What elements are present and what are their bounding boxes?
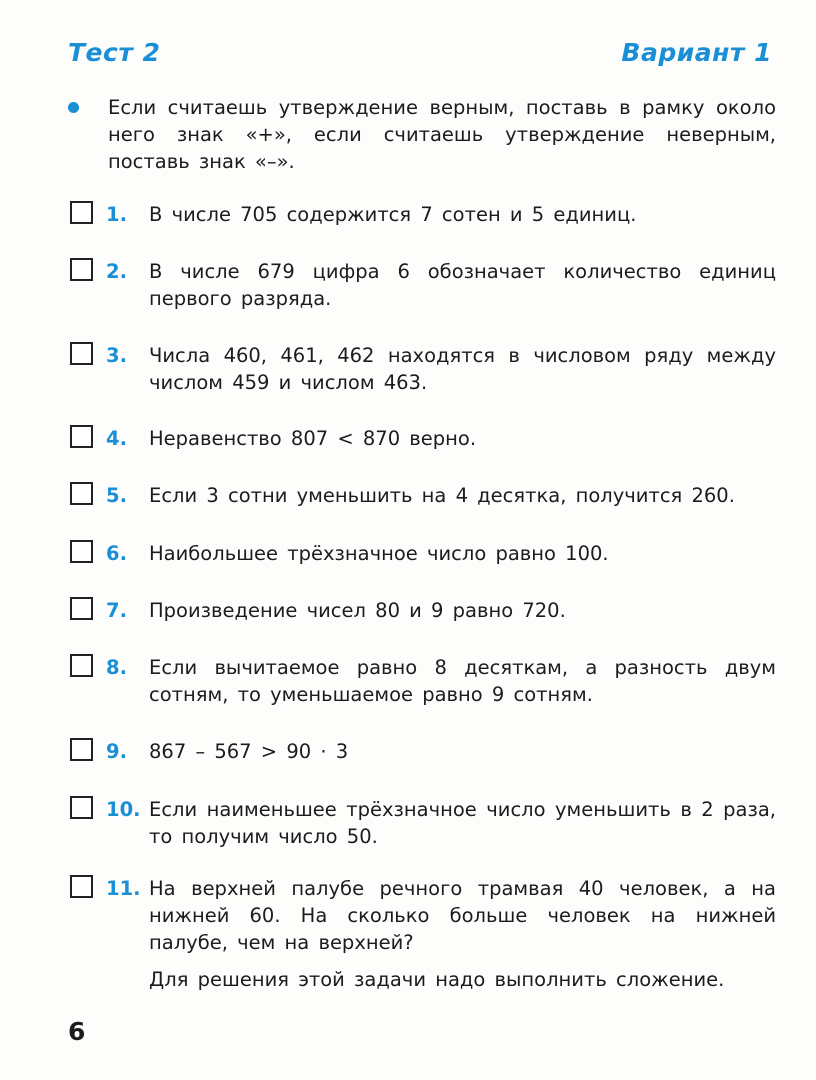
statement-text: Произведение чисел 80 и 9 равно 720.	[149, 599, 566, 622]
answer-checkbox-2[interactable]	[70, 258, 93, 281]
instruction-text: Если считаешь утверждение верным, поставь в рамку около него знак «+», если считаешь утверждение неверным, поставь знак «–».	[108, 96, 776, 173]
statement-item	[68, 796, 776, 850]
item-number: 3.	[106, 344, 127, 367]
statement-text: Неравенство 807 < 870 верно.	[149, 427, 477, 450]
answer-checkbox-8[interactable]	[70, 654, 93, 677]
answer-checkbox-1[interactable]	[70, 201, 93, 224]
statement-text: Наибольшее трёхзначное число равно 100.	[149, 542, 609, 565]
item-number: 2.	[106, 260, 127, 283]
statement-item	[68, 425, 776, 452]
statement-text: Если 3 сотни уменьшить на 4 десятка, получится 260.	[149, 484, 735, 507]
answer-checkbox-11[interactable]	[70, 875, 93, 898]
statement-text: В числе 705 содержится 7 сотен и 5 единиц.	[149, 203, 637, 226]
statement-text: Если наименьшее трёхзначное число уменьшить в 2 раза, то получим число 50.	[149, 798, 776, 848]
answer-checkbox-6[interactable]	[70, 540, 93, 563]
item-number: 8.	[106, 656, 127, 679]
item-number: 7.	[106, 599, 127, 622]
statement-text: В числе 679 цифра 6 обозначает количество единиц первого разряда.	[149, 260, 776, 310]
answer-checkbox-5[interactable]	[70, 482, 93, 505]
item-number: 11.	[106, 877, 141, 900]
statement-item	[68, 738, 776, 765]
statement-item	[68, 540, 776, 567]
item-number: 9.	[106, 740, 127, 763]
item-number: 5.	[106, 484, 127, 507]
statement-item	[68, 258, 776, 312]
instruction-block	[68, 94, 776, 175]
statement-item	[68, 597, 776, 624]
statement-item	[68, 875, 776, 993]
bullet-icon	[68, 102, 79, 113]
item-number: 10.	[106, 798, 141, 821]
statement-item	[68, 482, 776, 509]
statement-text: Если вычитаемое равно 8 десяткам, а разность двум сотням, то уменьшаемое равно 9 сотням.	[149, 656, 776, 706]
statement-item	[68, 201, 776, 228]
item-number: 6.	[106, 542, 127, 565]
page-number: 6	[68, 1017, 86, 1046]
answer-checkbox-9[interactable]	[70, 738, 93, 761]
statement-item	[68, 654, 776, 708]
statement-item	[68, 342, 776, 396]
item-number: 4.	[106, 427, 127, 450]
answer-checkbox-10[interactable]	[70, 796, 93, 819]
answer-checkbox-7[interactable]	[70, 597, 93, 620]
test-title: Тест 2	[68, 38, 161, 67]
variant-title: Вариант 1	[621, 38, 772, 67]
statement-text: 867 – 567 > 90 · 3	[149, 740, 349, 763]
statement-text: Числа 460, 461, 462 находятся в числовом ряду между числом 459 и числом 463.	[149, 344, 776, 394]
item-number: 1.	[106, 203, 127, 226]
answer-checkbox-3[interactable]	[70, 342, 93, 365]
statement-note: Для решения этой задачи надо выполнить сложение.	[149, 968, 725, 991]
statement-text: На верхней палубе речного трамвая 40 человек, а на нижней 60. На сколько больше человек на нижней палубе, чем на верхней?	[149, 877, 776, 954]
answer-checkbox-4[interactable]	[70, 425, 93, 448]
